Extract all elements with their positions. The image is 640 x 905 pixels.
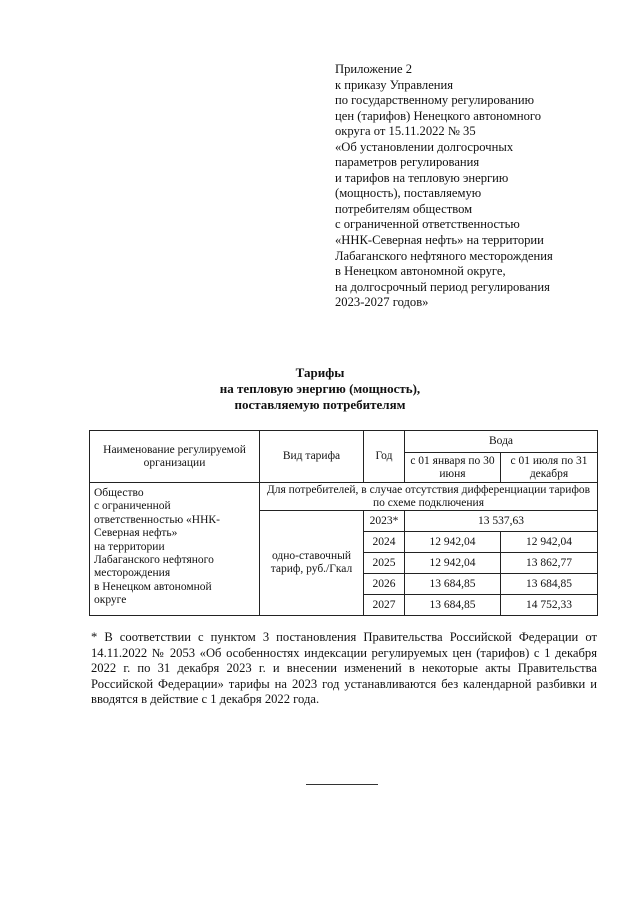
separator-line [306,784,378,785]
value-cell: 14 752,33 [501,595,598,616]
title-line-2: на тепловую энергию (мощность), [219,381,421,396]
value-cell: 12 942,04 [501,532,598,553]
header-period-1: с 01 января по 30 июня [405,453,501,483]
appendix-line: «Об установлении долгосрочных [335,139,514,154]
appendix-line: по государственному регулированию [335,93,535,108]
appendix-line: потребителям обществом [335,201,473,216]
org-line: Лабаганского нефтяного [94,554,214,567]
org-line: ответственностью «ННК- [94,513,220,526]
year-cell: 2025 [364,553,405,574]
org-name-cell [90,483,260,616]
appendix-line: Лабаганского нефтяного месторождения [335,248,553,263]
value-cell: 13 684,85 [405,574,501,595]
footnote: * В соответствии с пунктом 3 постановления Правительства Российской Федерации от 14.11.2022 № 2053 «Об особенностях индексации регулируемых цен (тарифов) с 1 декабря 2022 г. по 31 декабря 2023 г. и внесении изменений в некоторые акты Правительства Российской Федерации» тарифы на 2023 год устанавливаются без календарной разбивки и вводятся в действие с 1 декабря 2022 года. [91,630,597,707]
appendix-line: к приказу Управления [335,77,454,92]
org-line: на территории [94,540,165,553]
org-line: Северная нефть» [94,527,178,540]
org-line: Общество [94,487,144,499]
org-line: с ограниченной [94,500,171,513]
header-year: Год [364,431,405,483]
appendix-line: «ННК-Северная нефть» на территории [335,233,544,248]
value-cell: 13 684,85 [405,595,501,616]
tariff-table [89,430,598,616]
value-cell: 13 862,77 [501,553,598,574]
header-water: Вода [405,431,598,453]
appendix-line: на долгосрочный период регулирования [335,279,550,294]
appendix-line: цен (тарифов) Ненецкого автономного [335,108,542,123]
org-line: округе [94,594,127,607]
value-cell: 12 942,04 [405,553,501,574]
document-title [0,365,640,413]
org-line: в Ненецком автономной [94,580,212,593]
consumer-note: Для потребителей, в случае отсутствия дифференциации тарифов по схеме подключения [260,483,598,511]
appendix-line: параметров регулирования [335,155,480,170]
appendix-line: (мощность), поставляемую [335,186,482,201]
year-cell: 2026 [364,574,405,595]
appendix-line: в Ненецком автономной округе, [335,264,506,279]
appendix-line: 2023-2027 годов» [335,295,429,310]
value-cell: 12 942,04 [405,532,501,553]
header-tariff-type: Вид тарифа [260,431,364,483]
value-cell: 13 684,85 [501,574,598,595]
appendix-line: и тарифов на тепловую энергию [335,170,509,185]
header-org: Наименование регулируемой организации [90,431,260,483]
org-line: месторождения [94,567,171,580]
tariff-type-cell: одно-ставочный тариф, руб./Гкал [260,511,364,616]
value-cell-2023: 13 537,63 [405,511,598,532]
appendix-line: с ограниченной ответственностью [335,217,520,232]
header-period-2: с 01 июля по 31 декабря [501,453,598,483]
appendix-line: округа от 15.11.2022 № 35 [335,124,476,139]
year-cell: 2027 [364,595,405,616]
year-cell: 2023* [364,511,405,532]
appendix-block [335,62,615,311]
year-cell: 2024 [364,532,405,553]
appendix-line: Приложение 2 [335,62,413,76]
title-line-1: Тарифы [295,365,345,380]
title-line-3: поставляемую потребителям [234,397,406,412]
